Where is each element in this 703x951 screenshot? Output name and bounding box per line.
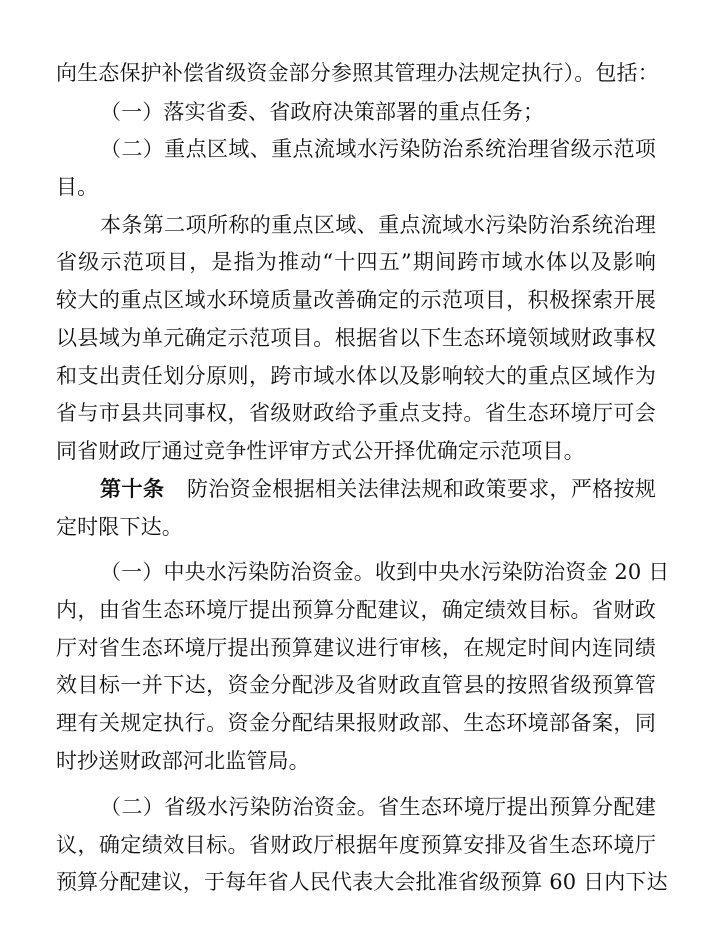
list-item-1: （一）落实省委、省政府决策部署的重点任务； bbox=[100, 100, 545, 124]
article-text-continued: 定时限下达。 bbox=[56, 515, 183, 539]
paragraph-line: 和支出责任划分原则，跨市域水体以及影响较大的重点区域作为 bbox=[56, 364, 656, 388]
text-line-1: 向生态保护补偿省级资金部分参照其管理办法规定执行）。包括： bbox=[56, 61, 659, 85]
article-text: 防治资金根据相关法律法规和政策要求，严格按规 bbox=[187, 477, 656, 501]
list-item-line: 效目标一并下达，资金分配涉及省财政直管县的按照省级预算管 bbox=[56, 673, 656, 697]
paragraph-line: 同省财政厅通过竞争性评审方式公开择优确定示范项目。 bbox=[56, 439, 585, 463]
list-item-line: 时抄送财政部河北监管局。 bbox=[56, 749, 310, 773]
list-item-line: 内，由省生态环境厅提出预算分配建议，确定绩效目标。省财政 bbox=[56, 598, 656, 622]
list-item-line: （一）中央水污染防治资金。收到中央水污染防治资金 20 日 bbox=[100, 560, 670, 584]
list-item-2-continued: 目。 bbox=[56, 175, 99, 199]
paragraph-line: 以县域为单元确定示范项目。根据省以下生态环境领域财政事权 bbox=[56, 326, 656, 350]
paragraph-line: 省与市县共同事权，省级财政给予重点支持。省生态环境厅可会 bbox=[56, 401, 656, 425]
list-item-2: （二）重点区域、重点流域水污染防治系统治理省级示范项 bbox=[100, 137, 656, 161]
list-item-line: 理有关规定执行。资金分配结果报财政部、生态环境部备案，同 bbox=[56, 711, 656, 735]
paragraph-line: 较大的重点区域水环境质量改善确定的示范项目，积极探索开展 bbox=[56, 288, 656, 312]
article-heading: 第十条 bbox=[100, 477, 165, 501]
paragraph-line: 省级示范项目，是指为推动“十四五”期间跨市域水体以及影响 bbox=[56, 250, 656, 274]
list-item-line: 议，确定绩效目标。省财政厅根据年度预算安排及省生态环境厅 bbox=[56, 833, 656, 857]
list-item-line: （二）省级水污染防治资金。省生态环境厅提出预算分配建 bbox=[100, 795, 656, 819]
paragraph-line: 本条第二项所称的重点区域、重点流域水污染防治系统治理 bbox=[100, 213, 656, 237]
list-item-line: 预算分配建议，于每年省人民代表大会批准省级预算 60 日内下达 bbox=[56, 870, 668, 894]
list-item-line: 厅对省生态环境厅提出预算建议进行审核，在规定时间内连同绩 bbox=[56, 636, 656, 660]
